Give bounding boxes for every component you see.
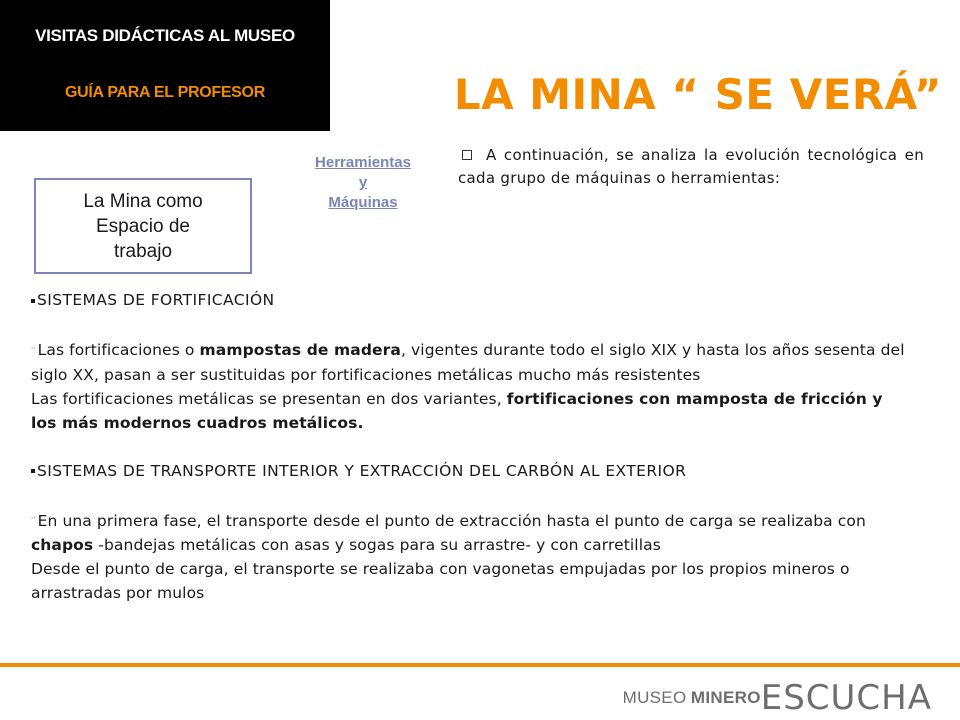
square-bullet-icon: [31, 469, 35, 473]
logo-word-minero: [691, 688, 761, 707]
paragraph-fortificaciones-1: [31, 338, 911, 387]
intro-text: A continuación, se analiza la evolución tecnológica en cada grupo de máquinas o herramientas:: [458, 146, 924, 187]
quote-mark-icon: '': [31, 345, 36, 355]
section-heading-transporte: [31, 459, 911, 483]
link-line-1: Herramientas: [315, 154, 411, 171]
square-bullet-icon: [462, 150, 472, 160]
link-line-3: Máquinas: [328, 194, 398, 211]
logo-word-escucha: ESCUCHA: [760, 678, 932, 718]
link-herramientas-maquinas[interactable]: [290, 153, 436, 213]
logo-word-museo: MUSEO: [622, 688, 687, 707]
header-line-2: GUÍA PARA EL PROFESOR: [65, 84, 265, 101]
intro-paragraph: [458, 144, 924, 190]
section-heading-text: SISTEMAS DE FORTIFICACIÓN: [37, 291, 275, 309]
paragraph-text: Las fortificaciones o: [37, 341, 200, 359]
museo-minero-escucha-logo: [623, 678, 932, 718]
nav-button-mina-espacio-trabajo[interactable]: [34, 178, 252, 274]
paragraph-bold-text: fortificaciones con mamposta de fricción y los más modernos cuadros metálicos.: [31, 389, 883, 432]
header-banner: [0, 0, 330, 131]
content-body: [31, 288, 911, 605]
footer-divider: [0, 663, 960, 667]
nav-box-line-3: trabajo: [113, 240, 173, 262]
nav-box-line-1: La Mina como: [83, 190, 203, 212]
paragraph-text: -bandejas metálicas con asas y sogas para su arrastre- y con carretillas: [93, 536, 661, 554]
link-line-2: y: [358, 174, 368, 191]
paragraph-fortificaciones-2: [31, 387, 911, 435]
logo-word-minero-text: MINERO: [690, 688, 761, 707]
square-bullet-icon: [31, 299, 35, 303]
paragraph-text: Las fortificaciones metálicas se presentan en dos variantes,: [31, 389, 507, 408]
header-line-1: VISITAS DIDÁCTICAS AL MUSEO: [35, 26, 295, 45]
quote-mark-icon: '': [31, 516, 36, 525]
paragraph-transporte-1: [31, 509, 911, 558]
nav-box-line-2: Espacio de: [95, 215, 190, 237]
paragraph-text: En una primera fase, el transporte desde el punto de extracción hasta el punto de carga se realizaba con: [37, 511, 866, 530]
section-heading-fortificacion: [31, 288, 911, 312]
paragraph-text: , vigentes durante todo el siglo XIX y hasta los años sesenta del siglo XX, pasan a ser sustituidas por fortificaciones metálicas mucho más resistentes: [31, 341, 905, 384]
paragraph-bold-text: chapos: [31, 536, 94, 554]
section-heading-text: SISTEMAS DE TRANSPORTE INTERIOR Y EXTRACCIÓN DEL CARBÓN AL EXTERIOR: [37, 461, 687, 480]
paragraph-bold-text: mampostas de madera: [199, 341, 401, 359]
paragraph-transporte-2: Desde el punto de carga, el transporte se realizaba con vagonetas empujadas por los propios mineros o arrastradas por mulos: [31, 560, 850, 602]
page-title: LA MINA “ SE VERÁ”: [453, 70, 942, 119]
